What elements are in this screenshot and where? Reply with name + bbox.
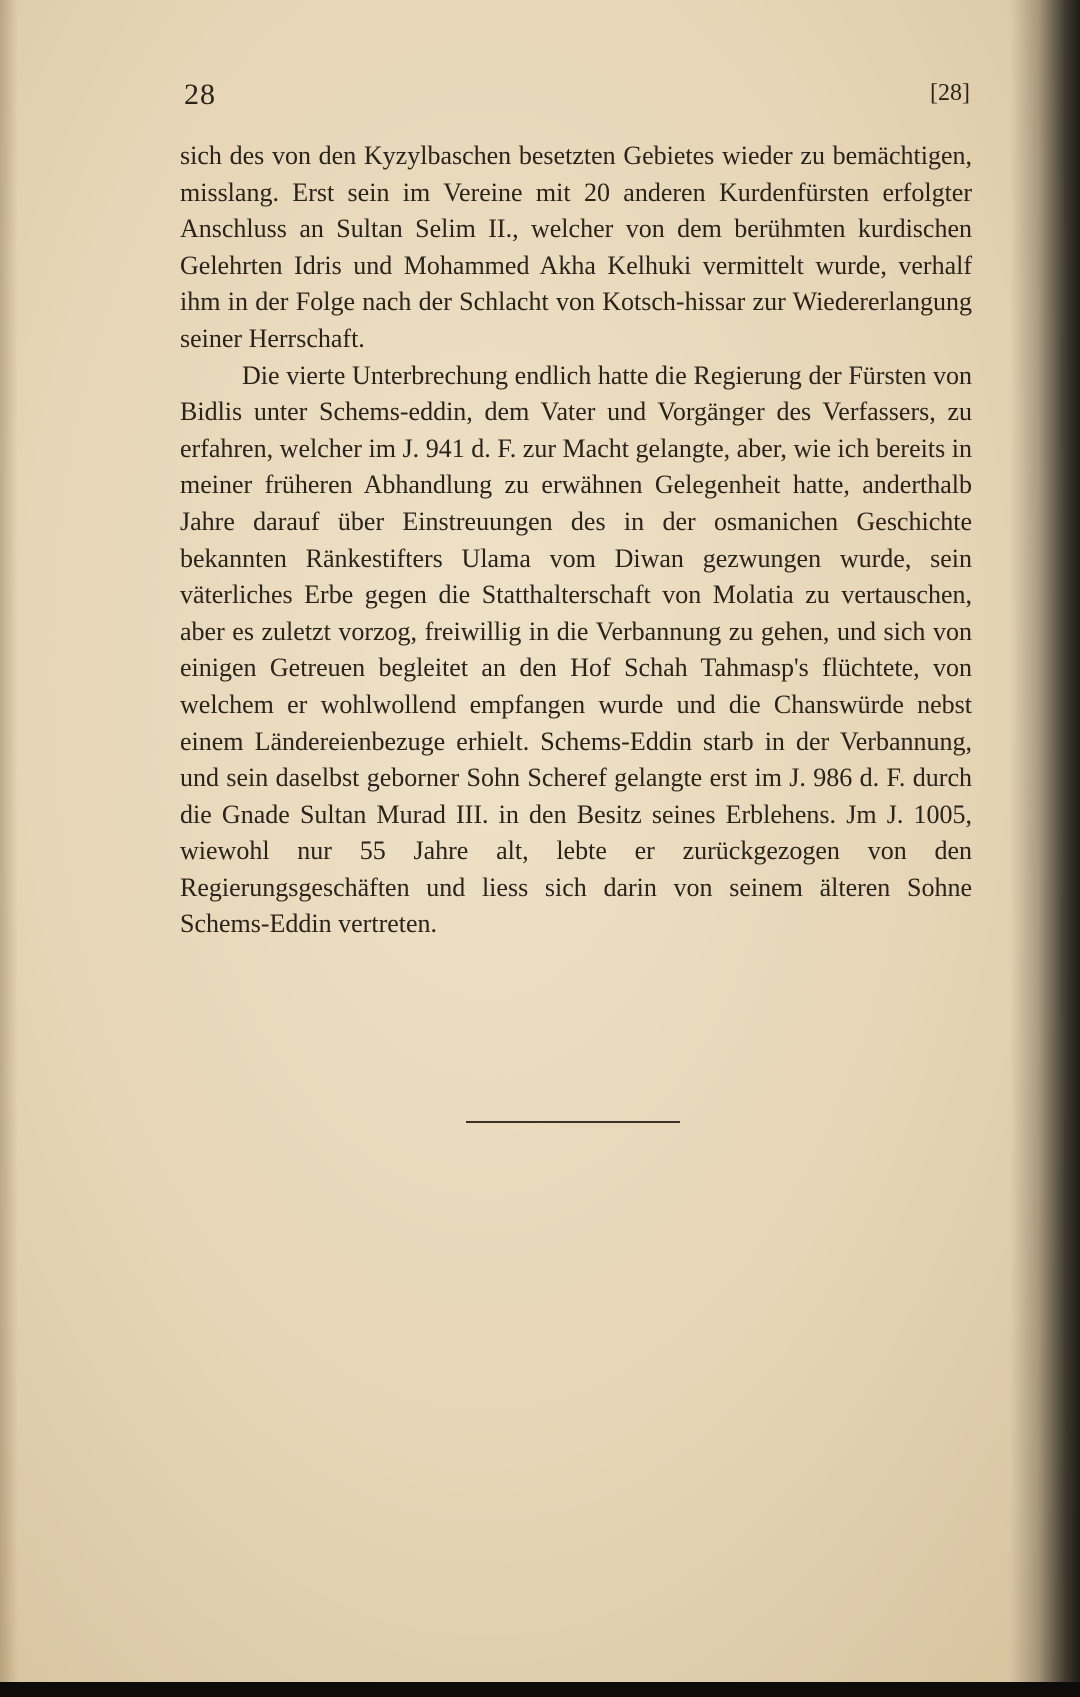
body-text [180, 138, 972, 943]
page-number: 28 [184, 78, 216, 111]
page-edge-shadow [1010, 0, 1080, 1682]
section-end-rule [466, 1121, 680, 1123]
scan-bottom-edge [0, 1682, 1080, 1697]
bracketed-page-number: [28] [930, 80, 970, 106]
paragraph-1: sich des von den Kyzylbaschen besetzten Gebietes wieder zu bemächtigen, misslang. Erst sein im Vereine mit 20 anderen Kurdenfürsten erfolgter Anschluss an Sultan Selim II., welcher von dem berühmten kurdischen Gelehrten Idris und Mohammed Akha Kelhuki vermittelt wurde, verhalf ihm in der Folge nach der Schlacht von Kotsch-hissar zur Wiedererlangung seiner Herrschaft. [180, 141, 972, 353]
paragraph-2: Die vierte Unterbrechung endlich hatte die Regierung der Fürsten von Bidlis unter Schems-eddin, dem Vater und Vorgänger des Verfassers, zu erfahren, welcher im J. 941 d. F. zur Macht gelangte, aber, wie ich bereits in meiner früheren Abhandlung zu erwähnen Gelegenheit hatte, anderthalb Jahre darauf über Einstreuungen des in der osmanichen Geschichte bekannten Ränkestifters Ulama vom Diwan gezwungen wurde, sein väterliches Erbe gegen die Statthalterschaft von Molatia zu vertauschen, aber es zuletzt vorzog, freiwillig in die Verbannung zu gehen, und sich von einigen Getreuen begleitet an den Hof Schah Tahmasp's flüchtete, von welchem er wohlwollend empfangen wurde und die Chanswürde nebst einem Ländereienbezuge erhielt. Schems-Eddin starb in der Verbannung, und sein daselbst geborner Sohn Scheref gelangte erst im J. 986 d. F. durch die Gnade Sultan Murad III. in den Besitz seines Erblehens. Jm J. 1005, wiewohl nur 55 Jahre alt, lebte er zurückgezogen von den Regierungsgeschäften und liess sich darin von seinem älteren Sohne Schems-Eddin vertreten. [180, 360, 972, 939]
page-gutter-shadow [0, 0, 18, 1682]
